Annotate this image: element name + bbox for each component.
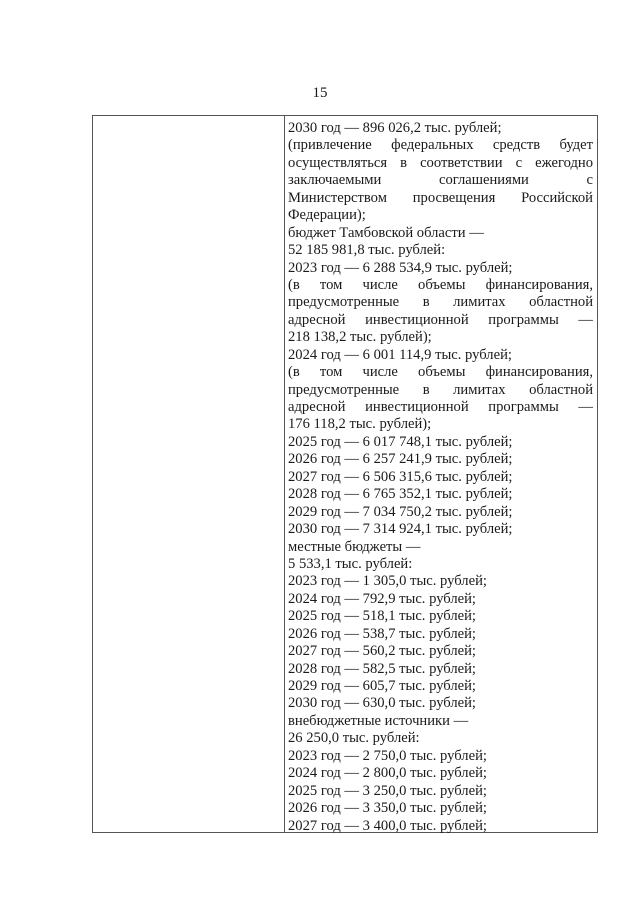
text-line: 2030 год — 7 314 924,1 тыс. рублей; [288, 521, 513, 538]
text-line: (в том числе объемы финансирования, [288, 364, 593, 381]
text-line: предусмотренные в лимитах областной [288, 381, 593, 398]
text-line: 2026 год — 3 350,0 тыс. рублей; [288, 800, 487, 817]
text-line: 2027 год — 560,2 тыс. рублей; [288, 643, 476, 660]
text-line: 2030 год — 630,0 тыс. рублей; [288, 695, 476, 712]
text-line: 5 533,1 тыс. рублей: [288, 555, 413, 572]
table-right-cell [288, 120, 593, 835]
text-line: бюджет Тамбовской области — [288, 224, 484, 241]
text-line: 2028 год — 582,5 тыс. рублей; [288, 660, 476, 677]
text-line: 2027 год — 3 400,0 тыс. рублей; [288, 817, 487, 834]
text-line: 2029 год — 605,7 тыс. рублей; [288, 678, 476, 694]
text-line: Министерством просвещения Российской [288, 189, 593, 206]
text-line: 2030 год — 896 026,2 тыс. рублей; [288, 120, 502, 136]
text-line: 52 185 981,8 тыс. рублей: [288, 242, 446, 259]
text-line: (в том числе объемы финансирования, [288, 276, 593, 293]
text-line: предусмотренные в лимитах областной [288, 294, 593, 311]
text-line: 2029 год — 7 034 750,2 тыс. рублей; [288, 503, 513, 520]
column-divider [284, 116, 285, 832]
funding-table [92, 115, 598, 833]
text-line: 2028 год — 6 765 352,1 тыс. рублей; [288, 486, 513, 503]
text-line: внебюджетные источники — [288, 712, 469, 729]
text-line: адресной инвестиционной программы — [288, 311, 593, 328]
text-line: Федерации); [288, 207, 366, 224]
text-line: 2023 год — 1 305,0 тыс. рублей; [288, 573, 487, 590]
text-line: 2025 год — 3 250,0 тыс. рублей; [288, 782, 487, 799]
text-line: 2024 год — 792,9 тыс. рублей; [288, 590, 476, 607]
text-line: осуществляться в соответствии с ежегодно [288, 154, 593, 171]
text-line: 2027 год — 6 506 315,6 тыс. рублей; [288, 468, 513, 485]
text-line: 218 138,2 тыс. рублей); [288, 329, 432, 346]
text-line: 26 250,0 тыс. рублей: [288, 730, 420, 747]
text-line: 2023 год — 6 288 534,9 тыс. рублей; [288, 259, 513, 276]
text-line: 176 118,2 тыс. рублей); [288, 416, 432, 433]
text-line: 2026 год — 538,7 тыс. рублей; [288, 625, 476, 642]
text-line: 2025 год — 518,1 тыс. рублей; [288, 608, 476, 625]
text-line: 2024 год — 6 001 114,9 тыс. рублей; [288, 346, 512, 363]
text-line: 2023 год — 2 750,0 тыс. рублей; [288, 747, 487, 764]
text-line: 2025 год — 6 017 748,1 тыс. рублей; [288, 433, 513, 450]
text-line: адресной инвестиционной программы — [288, 399, 593, 415]
text-line: (привлечение федеральных средств будет [288, 137, 593, 154]
text-line: местные бюджеты — [288, 538, 421, 555]
text-line: 2024 год — 2 800,0 тыс. рублей; [288, 765, 487, 782]
page-number: 15 [312, 85, 328, 101]
text-line: 2026 год — 6 257 241,9 тыс. рублей; [288, 451, 513, 468]
text-line: заключаемыми соглашениями с [288, 172, 593, 189]
